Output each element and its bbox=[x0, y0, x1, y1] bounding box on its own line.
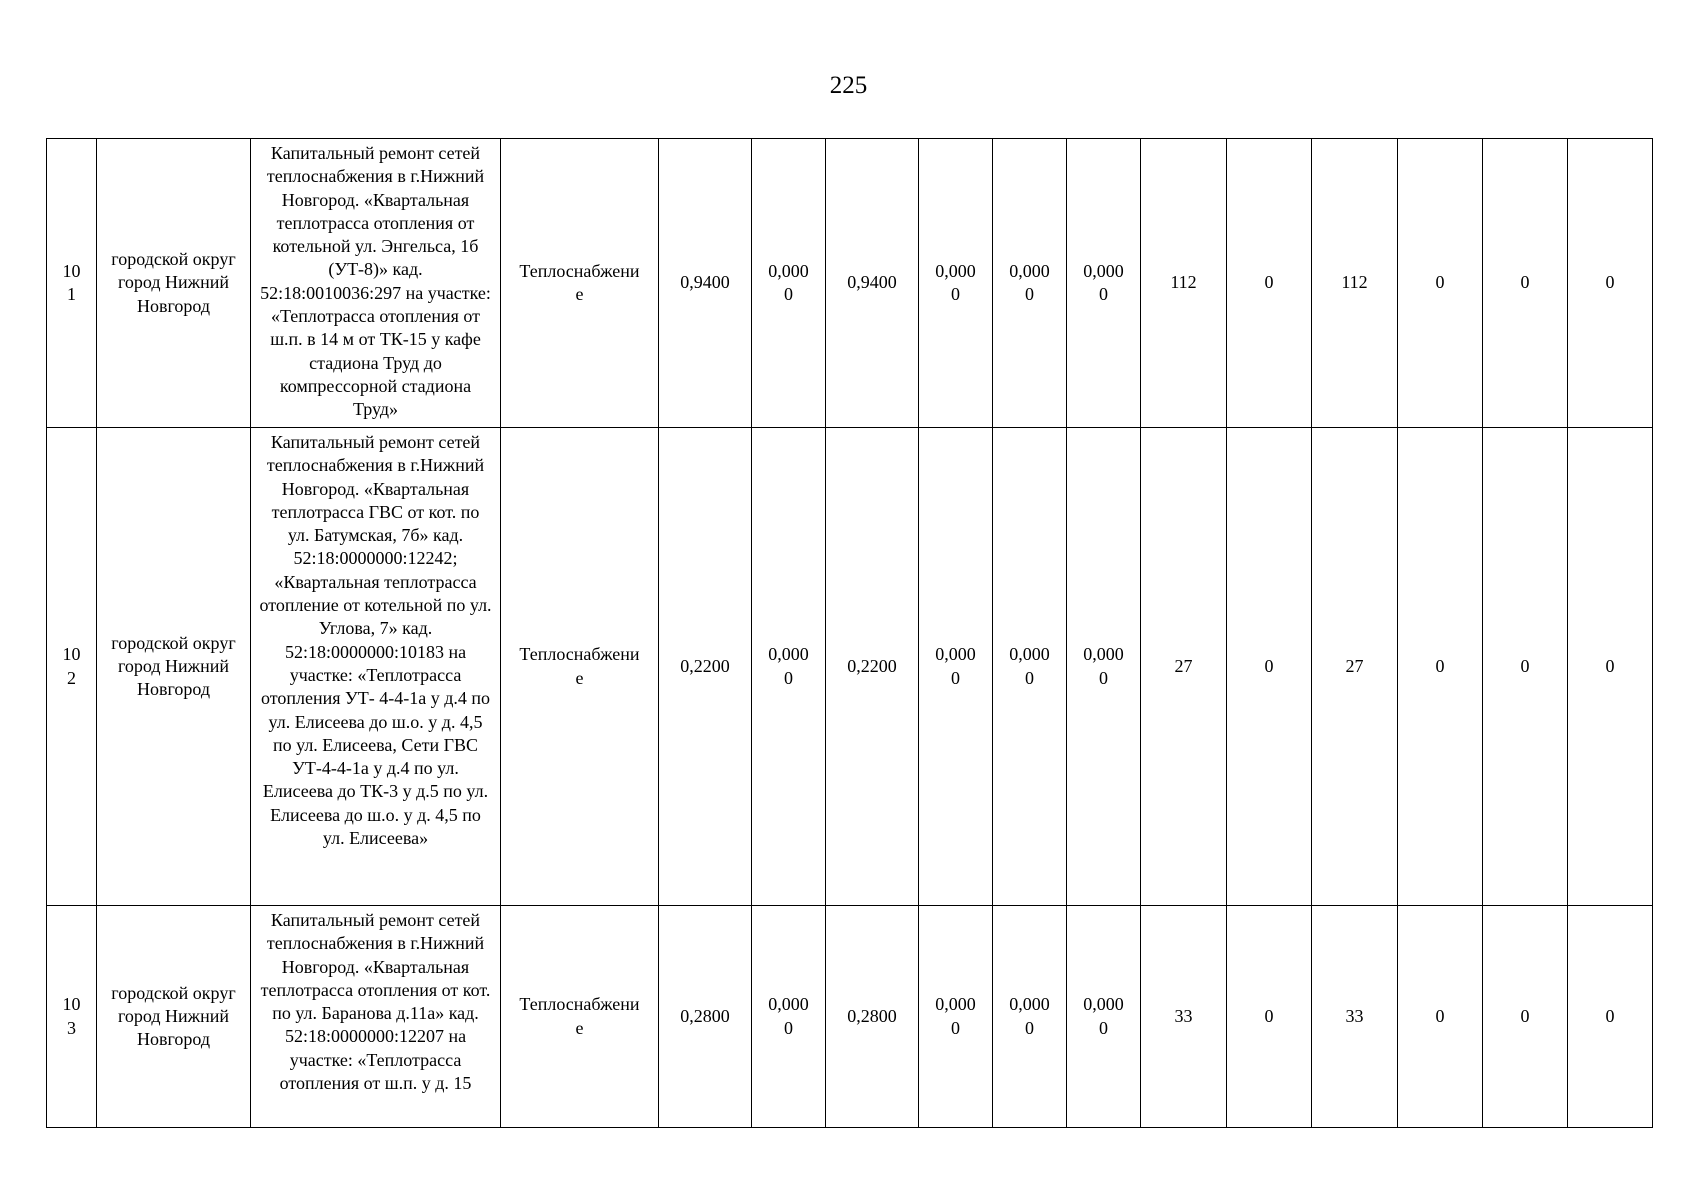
value-line1: 0,000 bbox=[1009, 994, 1050, 1015]
description-cell: Капитальный ремонт сетей теплоснабжения в г.Нижний Новгород. «Квартальная теплотрасса ГВС от кот. по ул. Батумская, 7б» кад. 52:18:0000000:12242; «Квартальная теплотрасса отопление от котельной по ул. Углова, 7» кад. 52:18:0000000:10183 на участке: «Теплотрасса отопления УТ- 4-4-1а у д.4 по ул. Елисеева до ш.о. у д. 4,5 по ул. Елисеева, Сети ГВС УТ-4-4-1а у д.4 по ул. Елисеева до ТК-3 у д.5 по ул. Елисеева до ш.о. у д. 4,5 по ул. Елисеева» bbox=[251, 428, 501, 906]
value-cell bbox=[1067, 428, 1141, 906]
type-line1: Теплоснабжени bbox=[519, 260, 640, 281]
value-line2: 0 bbox=[1025, 284, 1034, 304]
value-cell: 0,2800 bbox=[826, 906, 919, 1128]
table-row bbox=[47, 428, 1653, 906]
row-number-cell bbox=[47, 139, 97, 428]
row-number-line1: 10 bbox=[62, 644, 81, 665]
value-line2: 0 bbox=[1025, 1017, 1034, 1038]
municipality-cell: городской округ город Нижний Новгород bbox=[97, 139, 251, 428]
value-line1: 0,000 bbox=[1083, 260, 1124, 281]
value-line2: 0 bbox=[784, 284, 793, 304]
value-cell: 0,2200 bbox=[659, 428, 752, 906]
value-cell bbox=[752, 428, 826, 906]
value-cell: 0 bbox=[1483, 428, 1568, 906]
row-number-cell bbox=[47, 906, 97, 1128]
value-line1: 0,000 bbox=[935, 994, 976, 1015]
table-row bbox=[47, 139, 1653, 428]
value-cell: 27 bbox=[1141, 428, 1227, 906]
value-line1: 0,000 bbox=[1009, 644, 1050, 665]
value-line2: 0 bbox=[1099, 1017, 1108, 1038]
table-row bbox=[47, 906, 1653, 1128]
municipality-cell: городской округ город Нижний Новгород bbox=[97, 428, 251, 906]
value-cell bbox=[993, 906, 1067, 1128]
value-cell: 0 bbox=[1568, 906, 1653, 1128]
row-number-cell bbox=[47, 428, 97, 906]
description-cell bbox=[251, 906, 501, 1128]
type-line1: Теплоснабжени bbox=[519, 994, 640, 1015]
value-line1: 0,000 bbox=[935, 260, 976, 281]
value-cell: 0 bbox=[1483, 139, 1568, 428]
value-cell: 0 bbox=[1568, 428, 1653, 906]
value-cell: 0,2200 bbox=[826, 428, 919, 906]
value-line1: 0,000 bbox=[935, 644, 976, 665]
value-cell bbox=[919, 139, 993, 428]
value-line2: 0 bbox=[784, 667, 793, 688]
type-cell bbox=[501, 428, 659, 906]
value-line1: 0,000 bbox=[1009, 260, 1050, 281]
value-cell: 112 bbox=[1141, 139, 1227, 428]
value-line2: 0 bbox=[951, 1017, 960, 1038]
value-cell bbox=[919, 906, 993, 1128]
type-line1: Теплоснабжени bbox=[519, 644, 640, 665]
row-number-line2: 1 bbox=[67, 284, 76, 304]
row-number-line1: 10 bbox=[62, 260, 81, 281]
value-cell: 0 bbox=[1483, 906, 1568, 1128]
value-line2: 0 bbox=[1025, 667, 1034, 688]
value-line2: 0 bbox=[951, 284, 960, 304]
value-line2: 0 bbox=[951, 667, 960, 688]
value-cell: 0 bbox=[1227, 428, 1312, 906]
value-cell bbox=[919, 428, 993, 906]
value-cell bbox=[993, 139, 1067, 428]
value-line2: 0 bbox=[784, 1017, 793, 1038]
value-cell: 0 bbox=[1398, 428, 1483, 906]
value-cell: 112 bbox=[1312, 139, 1398, 428]
value-cell: 0,9400 bbox=[826, 139, 919, 428]
value-cell: 0 bbox=[1568, 139, 1653, 428]
value-cell bbox=[752, 906, 826, 1128]
value-cell bbox=[752, 139, 826, 428]
value-cell: 33 bbox=[1141, 906, 1227, 1128]
value-line1: 0,000 bbox=[1083, 994, 1124, 1015]
value-line1: 0,000 bbox=[768, 994, 809, 1015]
description-cell: Капитальный ремонт сетей теплоснабжения в г.Нижний Новгород. «Квартальная теплотрасса отопления от котельной ул. Энгельса, 1б (УТ-8)» кад. 52:18:0010036:297 на участке: «Теплотрасса отопления от ш.п. в 14 м от ТК-15 у кафе стадиона Труд до компрессорной стадиона Труд» bbox=[251, 139, 501, 428]
type-line2: е bbox=[575, 1017, 584, 1038]
value-cell: 0,2800 bbox=[659, 906, 752, 1128]
value-cell: 27 bbox=[1312, 428, 1398, 906]
value-cell bbox=[993, 428, 1067, 906]
value-line2: 0 bbox=[1099, 284, 1108, 304]
row-number-line2: 3 bbox=[67, 1017, 76, 1038]
objects-table bbox=[46, 138, 1653, 1128]
row-number-line2: 2 bbox=[67, 667, 76, 688]
type-cell bbox=[501, 906, 659, 1128]
row-number-line1: 10 bbox=[62, 994, 81, 1015]
value-cell: 0 bbox=[1398, 906, 1483, 1128]
value-line2: 0 bbox=[1099, 667, 1108, 688]
value-cell bbox=[1067, 906, 1141, 1128]
value-cell: 33 bbox=[1312, 906, 1398, 1128]
value-cell: 0 bbox=[1227, 906, 1312, 1128]
value-line1: 0,000 bbox=[768, 644, 809, 665]
value-line1: 0,000 bbox=[768, 260, 809, 281]
value-line1: 0,000 bbox=[1083, 644, 1124, 665]
value-cell: 0 bbox=[1398, 139, 1483, 428]
description-text: Капитальный ремонт сетей теплоснабжения в г.Нижний Новгород. «Квартальная теплотрасса отопления от кот. по ул. Баранова д.11а» кад. 52:18:0000000:12207 на участке: «Теплотрасса отопления от ш.п. у д. 15 bbox=[260, 910, 491, 1094]
value-cell: 0,9400 bbox=[659, 139, 752, 428]
type-line2: е bbox=[575, 667, 584, 688]
type-line2: е bbox=[575, 284, 584, 304]
value-cell bbox=[1067, 139, 1141, 428]
municipality-cell: городской округ город Нижний Новгород bbox=[97, 906, 251, 1128]
page-number: 225 bbox=[829, 72, 868, 99]
value-cell: 0 bbox=[1227, 139, 1312, 428]
type-cell bbox=[501, 139, 659, 428]
